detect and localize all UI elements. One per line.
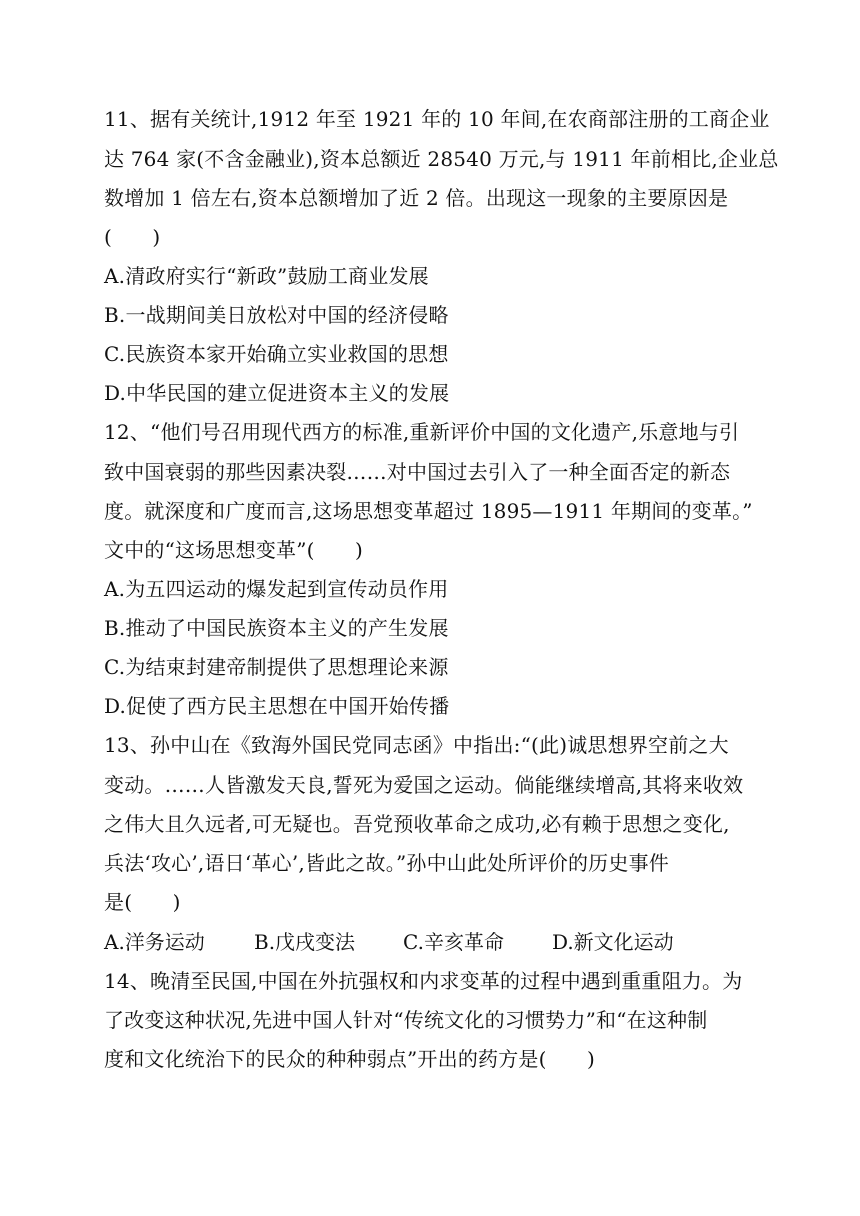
question-12-stem-line: 文中的“这场思想变革”( ) <box>104 538 364 562</box>
question-12-option-a: A.为五四运动的爆发起到宣传动员作用 <box>104 577 449 601</box>
question-12-stem-line: 度。就深度和广度而言,这场思想变革超过 1895—1911 年期间的变革。” <box>104 499 753 523</box>
question-14-stem-line: 14、晚清至民国,中国在外抗强权和内求变革的过程中遇到重重阻力。为 <box>104 969 743 993</box>
question-12-stem-line: 致中国衰弱的那些因素决裂……对中国过去引入了一种全面否定的新态 <box>104 460 731 484</box>
question-13-option-a: A.洋务运动 <box>104 930 205 954</box>
question-13-stem-line: 变动。……人皆激发天良,誓死为爱国之运动。倘能继续增高,其将来收效 <box>104 773 744 797</box>
question-13-option-c: C.辛亥革命 <box>403 930 504 954</box>
question-12-option-c: C.为结束封建帝制提供了思想理论来源 <box>104 655 449 679</box>
question-12-option-b: B.推动了中国民族资本主义的产生发展 <box>104 616 449 640</box>
question-11-option-b: B.一战期间美日放松对中国的经济侵略 <box>104 303 449 327</box>
question-11-option-a: A.清政府实行“新政”鼓励工商业发展 <box>104 264 429 288</box>
question-13-stem-line: 13、孙中山在《致海外国民党同志函》中指出:“(此)诚思想界空前之大 <box>104 733 729 757</box>
question-13-stem-line: 兵法‘攻心’,语日‘革心’,皆此之故。”孙中山此处所评价的历史事件 <box>104 851 669 875</box>
question-13-options-row <box>104 928 764 956</box>
question-11-answer-blank: ( ) <box>104 225 161 249</box>
question-14-stem-line: 了改变这种状况,先进中国人针对“传统文化的习惯势力”和“在这种制 <box>104 1008 708 1032</box>
question-11-option-c: C.民族资本家开始确立实业救国的思想 <box>104 342 449 366</box>
question-11-stem-line: 达 764 家(不含金融业),资本总额近 28540 万元,与 1911 年前相比,企业总 <box>104 147 779 171</box>
question-13-option-b: B.戊戌变法 <box>254 930 356 954</box>
question-13-stem-line: 是( ) <box>104 890 181 914</box>
question-11-stem-line: 11、据有关统计,1912 年至 1921 年的 10 年间,在农商部注册的工商企业 <box>104 107 770 131</box>
question-14-stem-line: 度和文化统治下的民众的种种弱点”开出的药方是( ) <box>104 1047 596 1071</box>
question-13-stem-line: 之伟大且久远者,可无疑也。吾党预收革命之成功,必有赖于思想之变化, <box>104 812 730 836</box>
question-11-option-d: D.中华民国的建立促进资本主义的发展 <box>104 381 450 405</box>
question-11-stem-line: 数增加 1 倍左右,资本总额增加了近 2 倍。出现这一现象的主要原因是 <box>104 186 729 210</box>
question-12-stem-line: 12、“他们号召用现代西方的标准,重新评价中国的文化遗产,乐意地与引 <box>104 420 740 444</box>
question-12-option-d: D.促使了西方民主思想在中国开始传播 <box>104 694 450 718</box>
question-13-option-d: D.新文化运动 <box>552 930 674 954</box>
